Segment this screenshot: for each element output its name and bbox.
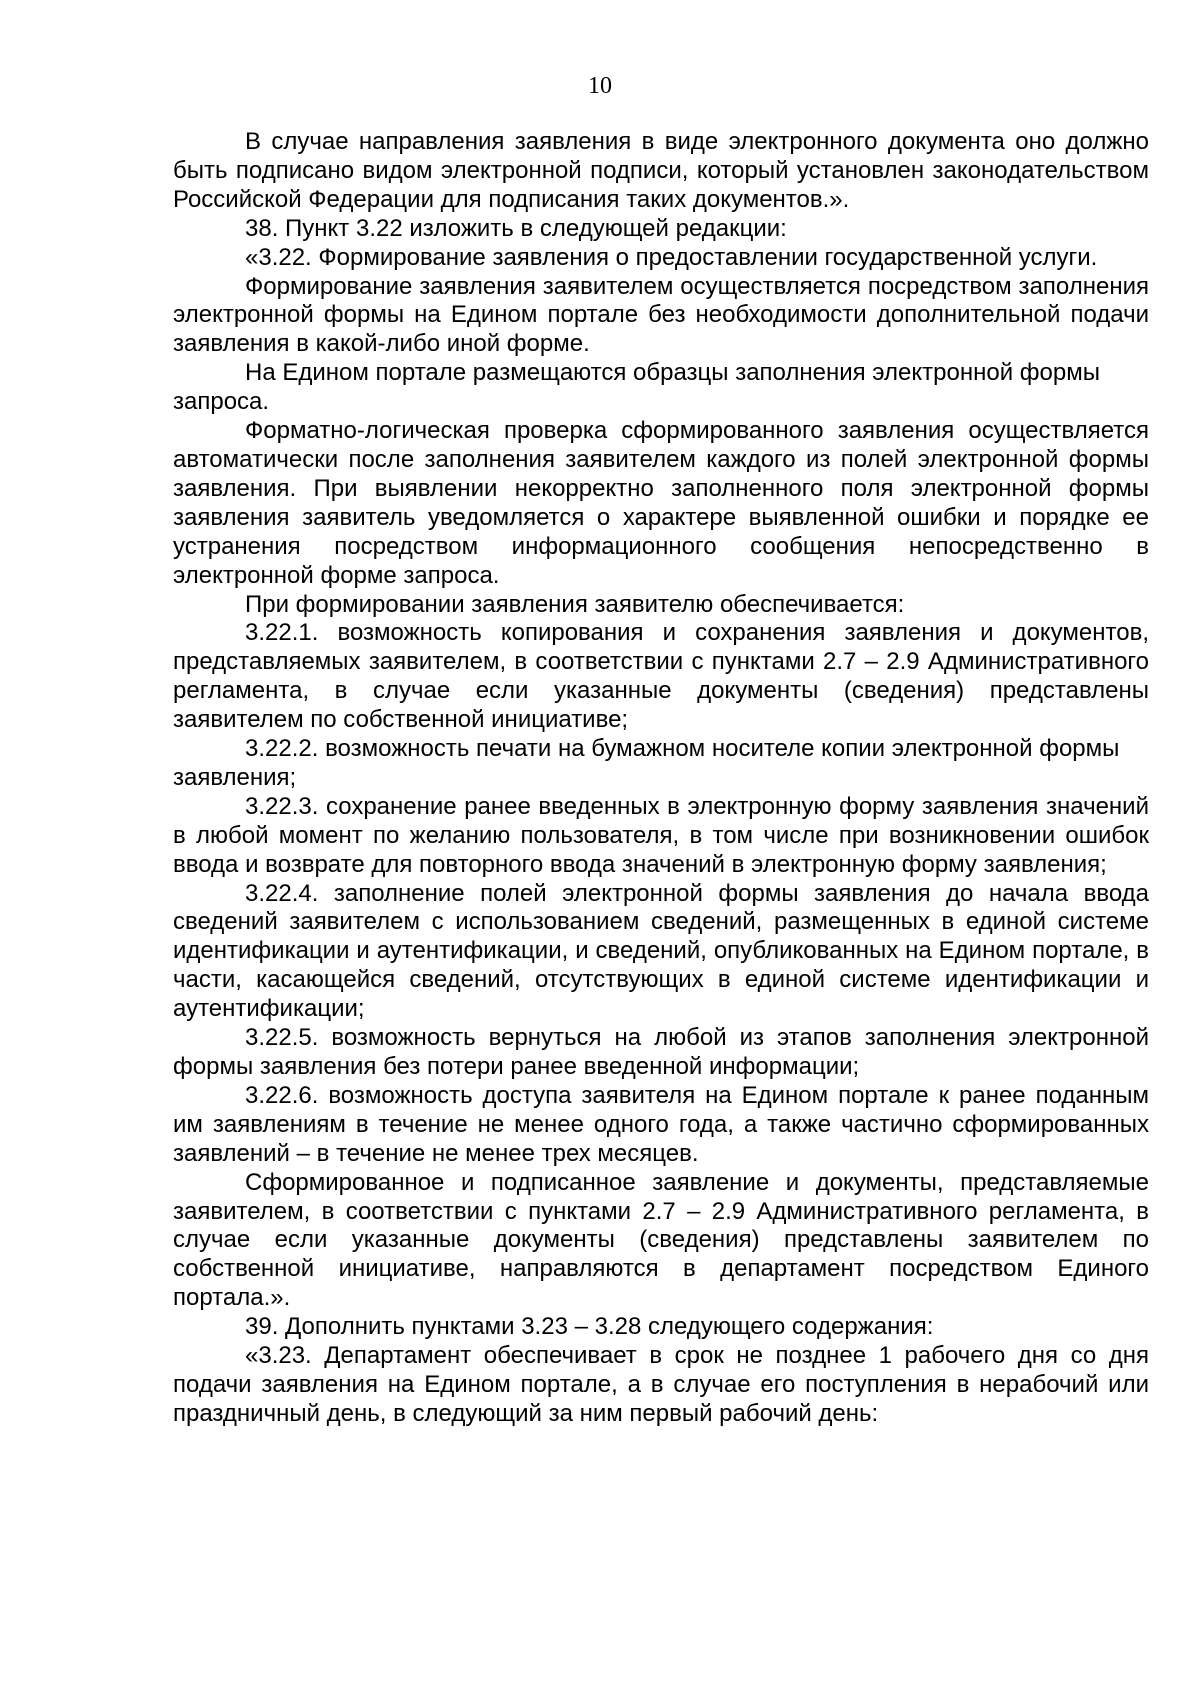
paragraph-submitted-application: Сформированное и подписанное заявление и документы, представляемые заявителем, в соответствии с пунктами 2.7 – 2.9 Административного регламента, в случае если указанные документы (сведения) представлены заявителем по собственной инициативе, направляются в департамент посредством Единого портала.». [173,1168,1149,1312]
paragraph-form-filling: Формирование заявления заявителем осуществляется посредством заполнения электронной формы на Едином портале без необходимости дополнительной подачи заявления в какой-либо иной форме. [173,272,1149,358]
paragraph-3-22-4: 3.22.4. заполнение полей электронной формы заявления до начала ввода сведений заявителем с использованием сведений, размещенных в единой системе идентификации и аутентификации, и сведений, опубликованных на Едином портале, в части, касающейся сведений, отсутствующих в единой системе идентификации и аутентификации; [173,879,1149,1023]
paragraph-item-39: 39. Дополнить пунктами 3.23 – 3.28 следующего содержания: [245,1313,934,1341]
page-number: 10 [588,73,612,99]
paragraph-form-samples: На Едином портале размещаются образцы заполнения электронной формы запроса. [173,359,1100,416]
paragraph-3-23: «3.23. Департамент обеспечивает в срок не позднее 1 рабочего дня со дня подачи заявления на Едином портале, а в случае его поступления в нерабочий или праздничный день, в следующий за ним первый рабочий день: [173,1342,1149,1427]
paragraph-3-22-heading: «3.22. Формирование заявления о предоставлении государственной услуги. [245,243,1098,271]
paragraph-electronic-signature: В случае направления заявления в виде электронного документа оно должно быть подписано видом электронной подписи, который установлен законодательством Российской Федерации для подписания таких документов.». [173,128,1149,213]
paragraph-format-check: Форматно-логическая проверка сформированного заявления осуществляется автоматически после заполнения заявителем каждого из полей электронной формы заявления. При выявлении некорректно заполненного поля электронной формы заявления заявитель уведомляется о характере выявленной ошибки и порядке ее устранения посредством информационного сообщения непосредственно в электронной форме запроса. [173,417,1149,589]
document-body [173,128,1149,1429]
paragraph-3-22-1: 3.22.1. возможность копирования и сохранения заявления и документов, представляемых заявителем, в соответствии с пунктами 2.7 – 2.9 Административного регламента, в случае если указанные документы (сведения) представлены заявителем по собственной инициативе; [173,619,1149,734]
paragraph-3-22-3: 3.22.3. сохранение ранее введенных в электронную форму заявления значений в любой момент по желанию пользователя, в том числе при возникновении ошибок ввода и возврате для повторного ввода значений в электронную форму заявления; [173,792,1149,878]
paragraph-provided-features: При формировании заявления заявителю обеспечивается: [245,590,905,618]
paragraph-3-22-6: 3.22.6. возможность доступа заявителя на Едином портале к ранее поданным им заявлениям в течение не менее одного года, а также частично сформированных заявлений – в течение не менее трех месяцев. [173,1081,1149,1167]
paragraph-item-38: 38. Пункт 3.22 изложить в следующей редакции: [245,214,787,242]
paragraph-3-22-5: 3.22.5. возможность вернуться на любой из этапов заполнения электронной формы заявления без потери ранее введенной информации; [173,1024,1149,1080]
paragraph-3-22-2: 3.22.2. возможность печати на бумажном носителе копии электронной формы заявления; [173,735,1120,791]
